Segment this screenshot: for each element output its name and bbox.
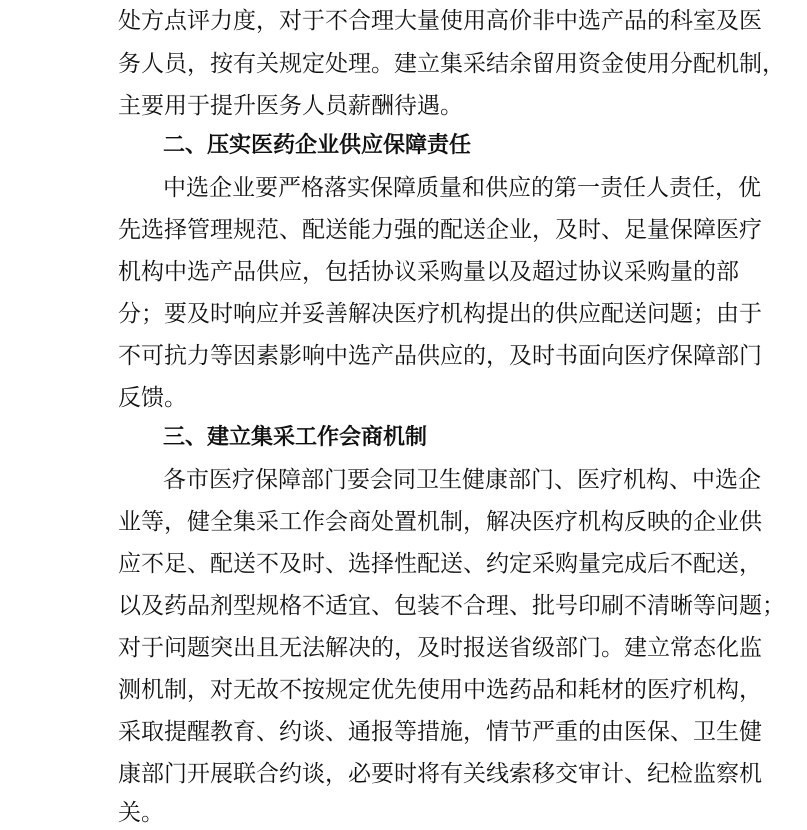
paragraph-3-line-6: 测机制，对无故不按规定优先使用中选药品和耗材的医疗机构， bbox=[118, 677, 762, 703]
paragraph-3-line-7: 采取提醒教育、约谈、通报等措施，情节严重的由医保、卫生健 bbox=[118, 719, 762, 745]
paragraph-2-line-3: 机构中选产品供应，包括协议采购量以及超过协议采购量的部 bbox=[118, 259, 739, 285]
section-heading-2: 二、压实医药企业供应保障责任 bbox=[163, 133, 472, 158]
paragraph-2-line-5: 不可抗力等因素影响中选产品供应的，及时书面向医疗保障部门 bbox=[118, 343, 762, 369]
paragraph-3-line-9: 关。 bbox=[118, 800, 164, 826]
paragraph-3-line-3: 应不足、配送不及时、选择性配送、约定采购量完成后不配送， bbox=[118, 551, 762, 577]
paragraph-2-line-4: 分；要及时响应并妥善解决医疗机构提出的供应配送问题；由于 bbox=[118, 301, 762, 327]
paragraph-1-line-1: 处方点评力度，对于不合理大量使用高价非中选产品的科室及医 bbox=[118, 8, 762, 34]
paragraph-2-line-1: 中选企业要严格落实保障质量和供应的第一责任人责任，优 bbox=[163, 175, 761, 201]
paragraph-3-line-5: 对于问题突出且无法解决的，及时报送省级部门。建立常态化监 bbox=[118, 635, 762, 661]
paragraph-3-line-8: 康部门开展联合约谈，必要时将有关线索移交审计、纪检监察机 bbox=[118, 761, 762, 787]
paragraph-3-line-2: 业等，健全集采工作会商处置机制，解决医疗机构反映的企业供 bbox=[118, 509, 762, 535]
paragraph-2-line-2: 先选择管理规范、配送能力强的配送企业，及时、足量保障医疗 bbox=[118, 217, 762, 243]
paragraph-1-line-3: 主要用于提升医务人员薪酬待遇。 bbox=[118, 93, 463, 119]
section-heading-3: 三、建立集采工作会商机制 bbox=[163, 425, 428, 450]
paragraph-1-line-2: 务人员，按有关规定处理。建立集采结余留用资金使用分配机制， bbox=[118, 51, 785, 77]
paragraph-3-line-1: 各市医疗保障部门要会同卫生健康部门、医疗机构、中选企 bbox=[163, 467, 761, 493]
paragraph-3-line-4: 以及药品剂型规格不适宜、包装不合理、批号印刷不清晰等问题； bbox=[118, 593, 785, 619]
paragraph-2-line-6: 反馈。 bbox=[118, 385, 187, 411]
